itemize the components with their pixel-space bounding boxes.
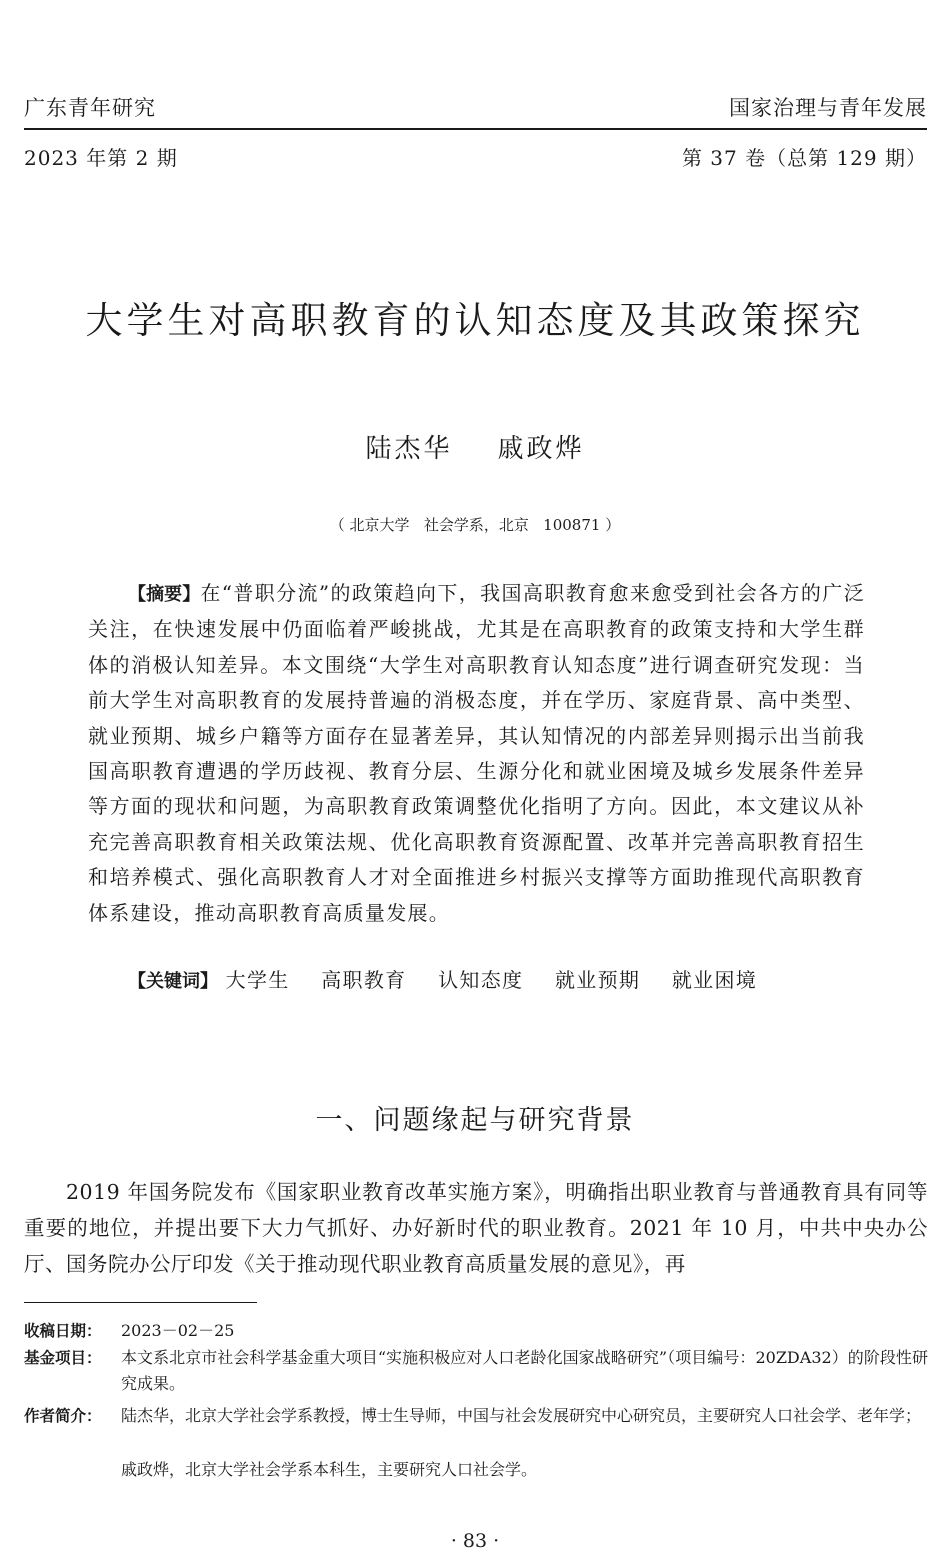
fund-label: 基金项目： [24,1349,102,1367]
issue-info: 2023 年第 2 期 [24,146,178,170]
author1-bio: 陆杰华，北京大学社会学系教授，博士生导师，中国与社会发展研究中心研究员，主要研究人口社会学、老年学； [121,1406,922,1425]
keywords [128,964,781,993]
footnote-author2 [24,1457,928,1483]
article-authors: 陆杰华 戚政烨 [365,434,585,464]
footnote-received [24,1318,928,1344]
footnote-author [24,1403,928,1455]
author-label: 作者简介： [24,1407,102,1425]
keyword-item: 大学生 [225,968,290,992]
keyword-item: 就业预期 [555,968,641,992]
fund-value: 本文系北京市社会科学基金重大项目“实施积极应对人口老龄化国家战略研究”（项目编号：20ZDA32）的阶段性研究成果。 [121,1348,928,1393]
keyword-item: 就业困境 [671,968,758,992]
received-value: 2023－02－25 [121,1321,235,1340]
author2-bio: 戚政烨，北京大学社会学系本科生，主要研究人口社会学。 [121,1460,538,1479]
received-label: 收稿日期： [24,1322,102,1340]
keyword-item: 认知态度 [438,968,524,992]
body-paragraph: 2019 年国务院发布《国家职业教育改革实施方案》，明确指出职业教育与普通教育具有同等重要的地位，并提出要下大力气抓好、办好新时代的职业教育。2021 年 10 月，中共中央办公厅、国务院办公厅印发《关于推动现代职业教育高质量发展的意见》，再 [24,1180,928,1276]
journal-name: 广东青年研究 [24,96,156,120]
keyword-item: 高职教育 [321,968,407,992]
section-heading: 一、问题缘起与研究背景 [315,1105,635,1136]
page-number: · 83 · [450,1530,500,1552]
volume-info: 第 37 卷（总第 129 期） [681,146,927,170]
keywords-label: 【关键词】 [128,971,218,992]
author-affiliation: （ 北京大学 社会学系，北京 100871 ） [329,516,621,534]
abstract [88,576,865,931]
abstract-text: 在“普职分流”的政策趋向下，我国高职教育愈来愈受到社会各方的广泛关注，在快速发展中仍面临着严峻挑战，尤其是在高职教育的政策支持和大学生群体的消极认知差异。本文围绕“大学生对高职教育认知态度”进行调查研究发现：当前大学生对高职教育的发展持普遍的消极态度，并在学历、家庭背景、高中类型、就业预期、城乡户籍等方面存在显著差异，其认知情况的内部差异则揭示出当前我国高职教育遭遇的学历歧视、教育分层、生源分化和就业困境及城乡发展条件差异等方面的现状和问题，为高职教育政策调整优化指明了方向。因此，本文建议从补充完善高职教育相关政策法规、优化高职教育资源配置、改革并完善高职教育招生和培养模式、强化高职教育人才对全面推进乡村振兴支撑等方面助推现代高职教育体系建设，推动高职教育高质量发展。 [88,581,865,925]
article-title: 大学生对高职教育的认知态度及其政策探究 [85,299,865,342]
header-rule [24,128,927,130]
footnote-rule [24,1302,257,1303]
footnote-fund [24,1345,928,1397]
abstract-label: 【摘要】 [128,584,201,605]
column-name: 国家治理与青年发展 [729,96,927,120]
